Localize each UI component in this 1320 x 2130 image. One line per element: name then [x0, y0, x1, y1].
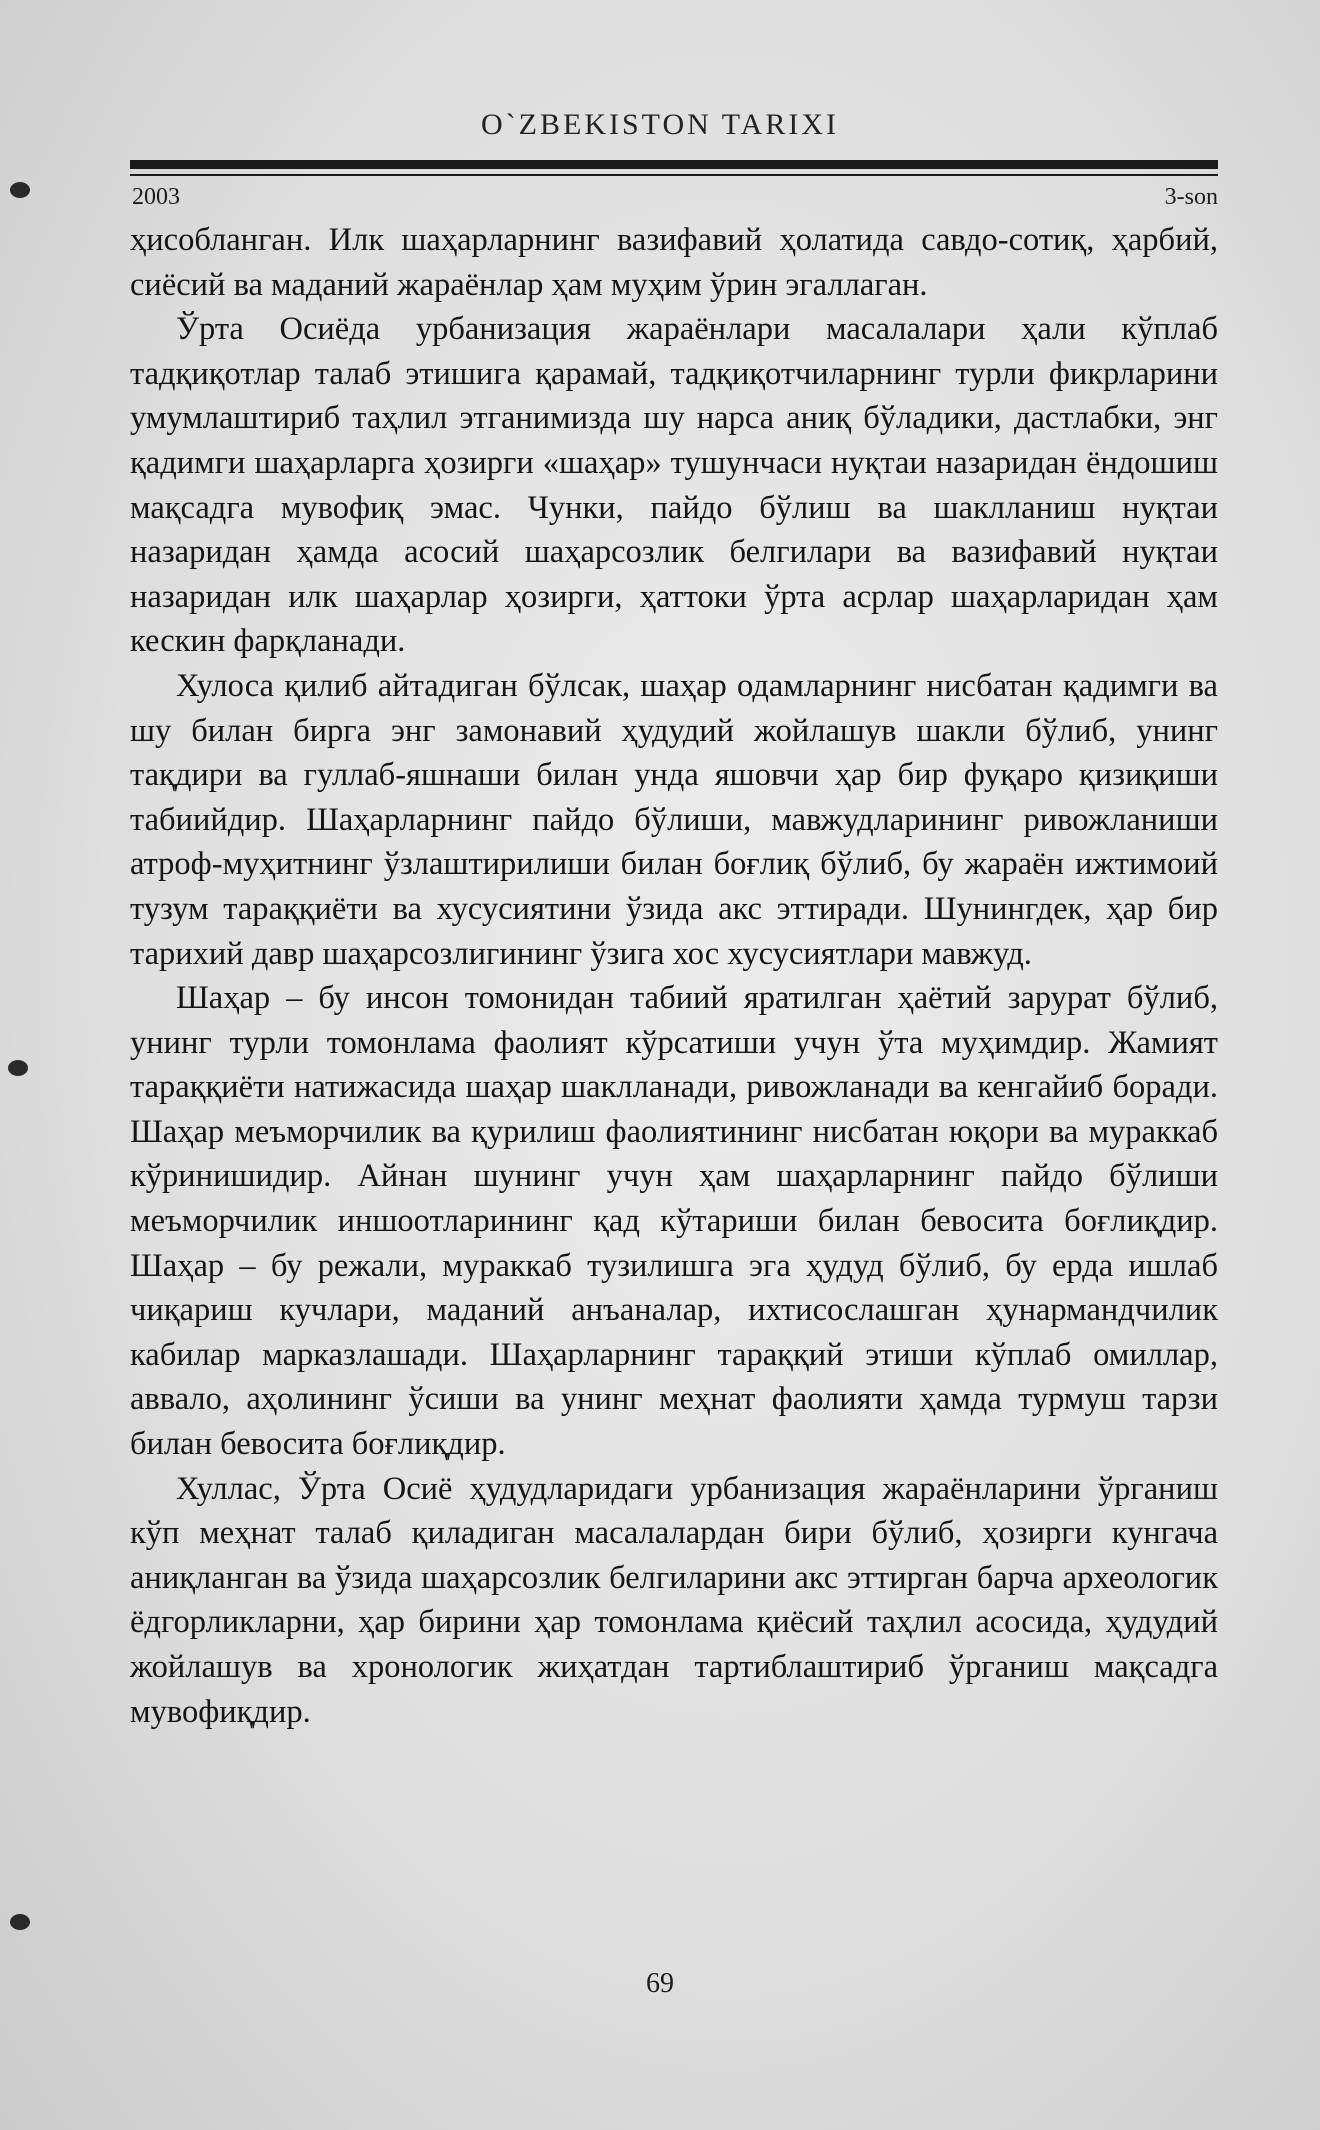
- page-number: 69: [646, 1968, 674, 1999]
- paragraph: Шаҳар – бу инсон томонидан табиий яратилган ҳаётий зарурат бўлиб, унинг турли томонлама фаолият кўрсатиши учун ўта муҳимдир. Жамият тараққиёти натижасида шаҳар шаклланади, ривожланади ва кенгайиб боради. Шаҳар меъморчилик ва қурилиш фаолиятининг нисбатан юқори ва мураккаб кўринишидир. Айнан шунинг учун ҳам шаҳарларнинг пайдо бўлиши меъморчилик иншоотларининг қад кўтариши билан бевосита боғлиқдир. Шаҳар – бу режали, мураккаб тузилишга эга ҳудуд бўлиб, бу ерда ишлаб чиқариш кучлари, маданий анъаналар, ихтисослашган ҳунармандчилик кабилар марказлашади. Шаҳарларнинг тараққий этиши кўплаб омиллар, аввало, аҳолининг ўсиши ва унинг меҳнат фаолияти ҳамда турмуш тарзи билан бевосита боғлиқдир.: [130, 980, 1218, 1463]
- issue-number: 3-son: [1164, 184, 1218, 210]
- punch-hole-middle: [8, 1060, 28, 1076]
- issue-year: 2003: [132, 184, 180, 210]
- paragraph: Ўрта Осиёда урбанизация жараёнлари масалалари ҳали кўплаб тадқиқотлар талаб этишига қарамай, тадқиқотчиларнинг турли фикрларини умумлаштириб таҳлил этганимизда шу нарса аниқ бўладики, дастлабки, энг қадимги шаҳарларга ҳозирги «шаҳар» тушунчаси нуқтаи назаридан ёндошиш мақсадга мувофиқ эмас. Чунки, пайдо бўлиш ва шаклланиш нуқтаи назаридан ҳамда асосий шаҳарсозлик белгилари ва вазифавий нуқтаи назаридан илк шаҳарлар ҳозирги, ҳаттоки ўрта асрлар шаҳарларидан ҳам кескин фарқланади.: [130, 311, 1218, 660]
- header-rule-thick: [130, 160, 1218, 169]
- paragraph: ҳисобланган. Илк шаҳарларнинг вазифавий ҳолатида савдо-сотиқ, ҳарбий, сиёсий ва маданий жараёнлар ҳам муҳим ўрин эгаллаган.: [130, 222, 1218, 303]
- paragraph: Хулоса қилиб айтадиган бўлсак, шаҳар одамларнинг нисбатан қадимги ва шу билан бирга энг замонавий ҳудудий жойлашув шакли бўлиб, унинг тақдири ва гуллаб-яшнаши билан унда яшовчи ҳар бир фуқаро қизиқиши табиийдир. Шаҳарларнинг пайдо бўлиши, мавжудларининг ривожланиши атроф-муҳитнинг ўзлаштирилиши билан боғлиқ бўлиб, бу жараён ижтимоий тузум тараққиёти ва хусусиятини ўзида акс эттиради. Шунингдек, ҳар бир тарихий давр шаҳарсозлигининг ўзига хос хусусиятлари мавжуд.: [130, 667, 1218, 972]
- punch-hole-top: [10, 182, 30, 198]
- article-body: [130, 218, 1218, 1734]
- header-meta: [132, 184, 1218, 211]
- journal-title: O`ZBEKISTON TARIXI: [481, 108, 839, 141]
- paragraph: Хуллас, Ўрта Осиё ҳудудларидаги урбанизация жараёнларини ўрганиш кўп меҳнат талаб қиладиган масалалардан бири бўлиб, ҳозирги кунгача аниқланган ва ўзида шаҳарсозлик белгиларини акс эттирган барча археологик ёдгорликларни, ҳар бирини ҳар томонлама қиёсий таҳлил асосида, ҳудудий жойлашув ва хронологик жиҳатдан тартиблаштириб ўрганиш мақсадга мувофиқдир.: [130, 1470, 1218, 1730]
- punch-hole-bottom: [10, 1914, 30, 1930]
- header-rule-thin: [130, 174, 1218, 176]
